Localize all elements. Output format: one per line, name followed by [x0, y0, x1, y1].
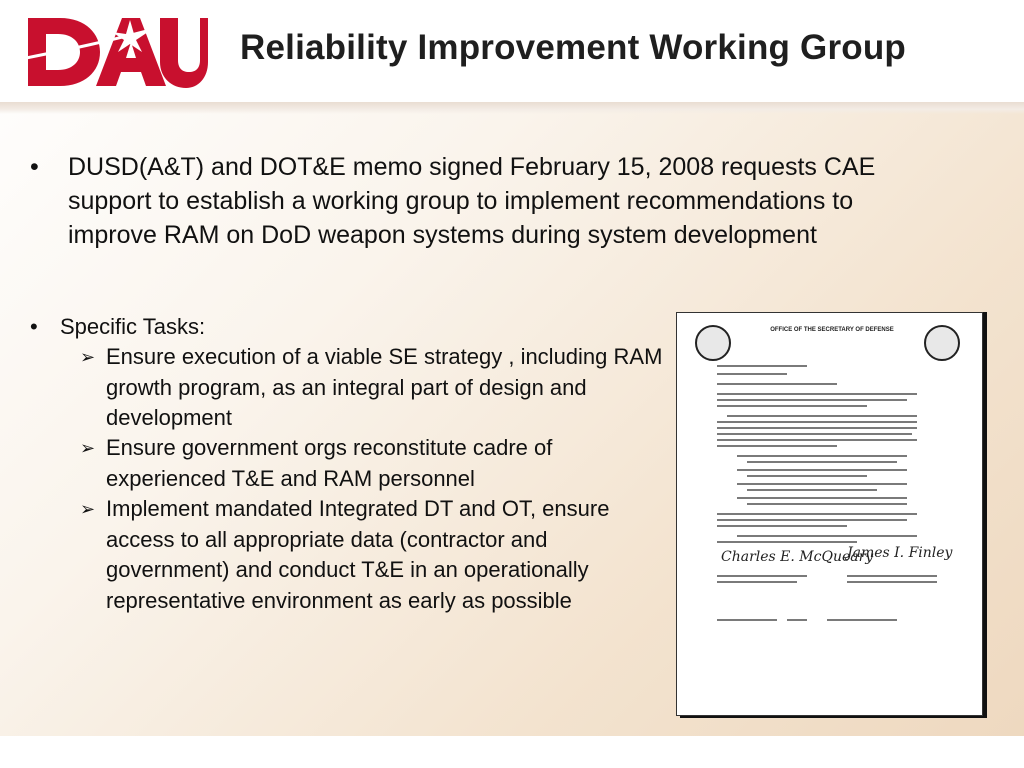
memo-text-line: [747, 503, 907, 505]
memo-text-line: [717, 427, 917, 429]
memo-text-line: [787, 619, 807, 621]
memo-text-line: [717, 421, 917, 423]
memo-text-line: [747, 489, 877, 491]
slide-footer: [0, 736, 1024, 768]
task-text: Ensure execution of a viable SE strategy , including RAM growth program, as an integral part of design and development: [106, 344, 663, 430]
slide-title: Reliability Improvement Working Group: [240, 28, 907, 67]
memo-text-line: [717, 445, 837, 447]
specific-tasks-label: Specific Tasks:: [60, 314, 206, 339]
memo-text-line: [717, 581, 797, 583]
arrow-bullet-icon: ➢: [80, 347, 96, 367]
task-text: Implement mandated Integrated DT and OT, ensure access to all appropriate data (contractor and government) and conduct T&E in an operationally representative environment as early as possible: [106, 496, 610, 613]
memo-text-line: [717, 519, 907, 521]
memo-text-line: [717, 383, 837, 385]
memo-text-line: [847, 581, 937, 583]
bullet-marker: •: [30, 314, 38, 339]
memo-letterhead: OFFICE OF THE SECRETARY OF DEFENSE: [770, 327, 894, 333]
memo-text-line: [717, 373, 787, 375]
memo-text-line: [737, 535, 917, 537]
bullet-text: DUSD(A&T) and DOT&E memo signed February 15, 2008 requests CAE support to establish a working group to implement recommendations to improve RAM on DoD weapon systems during system development: [68, 153, 876, 249]
memo-text-line: [847, 575, 937, 577]
memo-text-line: [717, 513, 917, 515]
dod-seal-icon: [695, 325, 731, 361]
memo-image: [676, 312, 983, 716]
arrow-bullet-icon: ➢: [80, 499, 96, 519]
seal-icon: [924, 325, 960, 361]
memo-text-line: [717, 439, 917, 441]
memo-text-line: [717, 393, 917, 395]
memo-text-line: [717, 525, 847, 527]
memo-text-line: [747, 461, 897, 463]
memo-text-line: [717, 619, 777, 621]
memo-text-line: [727, 415, 917, 417]
slide-header: [0, 0, 1024, 102]
header-divider: [0, 102, 1024, 114]
memo-text-line: [737, 455, 907, 457]
memo-text-line: [717, 541, 857, 543]
memo-text-line: [737, 497, 907, 499]
bullet-marker: •: [30, 153, 39, 181]
task-text: Ensure government orgs reconstitute cadre of experienced T&E and RAM personnel: [106, 435, 553, 491]
memo-text-line: [717, 405, 867, 407]
signature-right: James I. Finley: [847, 545, 953, 561]
specific-tasks-heading: [30, 312, 205, 342]
memo-text-line: [747, 475, 867, 477]
memo-text-line: [717, 575, 807, 577]
memo-text-line: [827, 619, 897, 621]
signature-left: Charles E. McQueary: [721, 549, 874, 565]
memo-text-line: [717, 365, 807, 367]
memo-text-line: [737, 483, 907, 485]
dau-logo: [26, 14, 208, 90]
memo-text-line: [737, 469, 907, 471]
memo-text-line: [717, 399, 907, 401]
memo-text-line: [717, 433, 912, 435]
arrow-bullet-icon: ➢: [80, 438, 96, 458]
